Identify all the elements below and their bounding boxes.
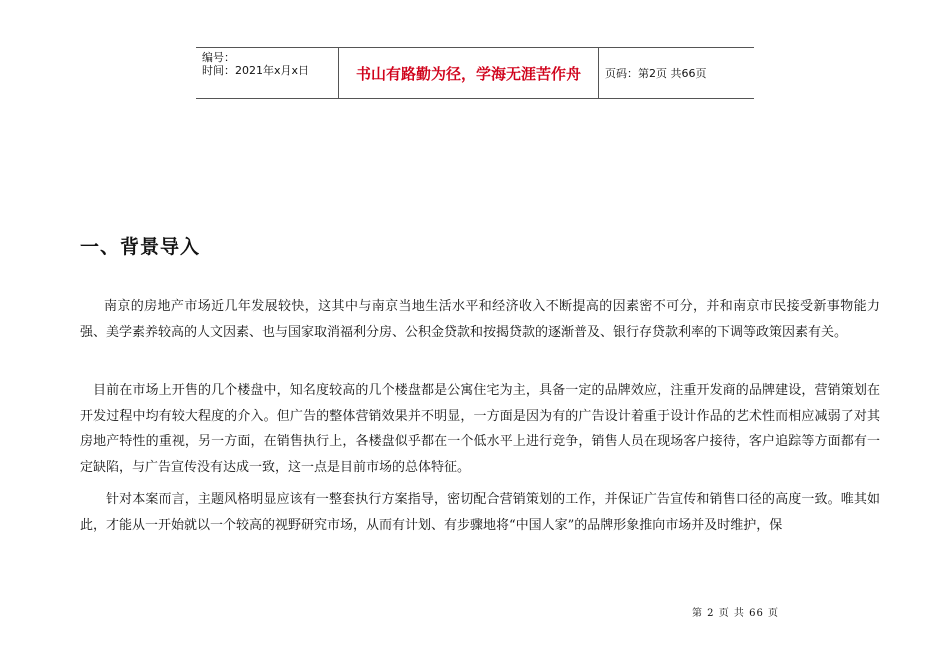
header-motto: 书山有路勤为径，学海无涯苦作舟 [339, 48, 599, 98]
paragraph-2: 目前在市场上开售的几个楼盘中，知名度较高的几个楼盘都是公寓住宅为主，具备一定的品牌效应，注重开发商的品牌建设，营销策划在开发过程中均有较大程度的介入。但广告的整体营销效果并不明显，一方面是因为有的广告设计着重于设计作品的艺术性而相应减弱了对其房地产特性的重视，另一方面，在销售执行上，各楼盘似乎都在一个低水平上进行竞争，销售人员在现场客户接待，客户追踪等方面都有一定缺陷，与广告宣传没有达成一致，这一点是目前市场的总体特征。 [80, 383, 880, 475]
paragraph-3: 针对本案而言，主题风格明显应该有一整套执行方案指导，密切配合营销策划的工作，并保证广告宣传和销售口径的高度一致。唯其如此，才能从一开始就以一个较高的视野研究市场，从而有计划、有步骤地将“中国人家”的品牌形象推向市场并及时维护，保 [80, 492, 880, 533]
page-header [196, 47, 754, 99]
number-label: 编号： [202, 51, 235, 64]
time-label: 时间：2021年x月x日 [202, 64, 310, 77]
header-info-cell [196, 48, 339, 98]
section-heading: 一、背景导入 [80, 236, 201, 258]
page-footer: 第 2 页 共 66 页 [692, 608, 779, 619]
header-page-label: 页码：第2页 共66页 [605, 67, 707, 80]
paragraph-1: 南京的房地产市场近几年发展较快，这其中与南京当地生活水平和经济收入不断提高的因素密不可分，并和南京市民接受新事物能力强、美学素养较高的人文因素、也与国家取消福利分房、公积金贷款和按揭贷款的逐渐普及、银行存贷款利率的下调等政策因素有关。 [80, 299, 880, 340]
